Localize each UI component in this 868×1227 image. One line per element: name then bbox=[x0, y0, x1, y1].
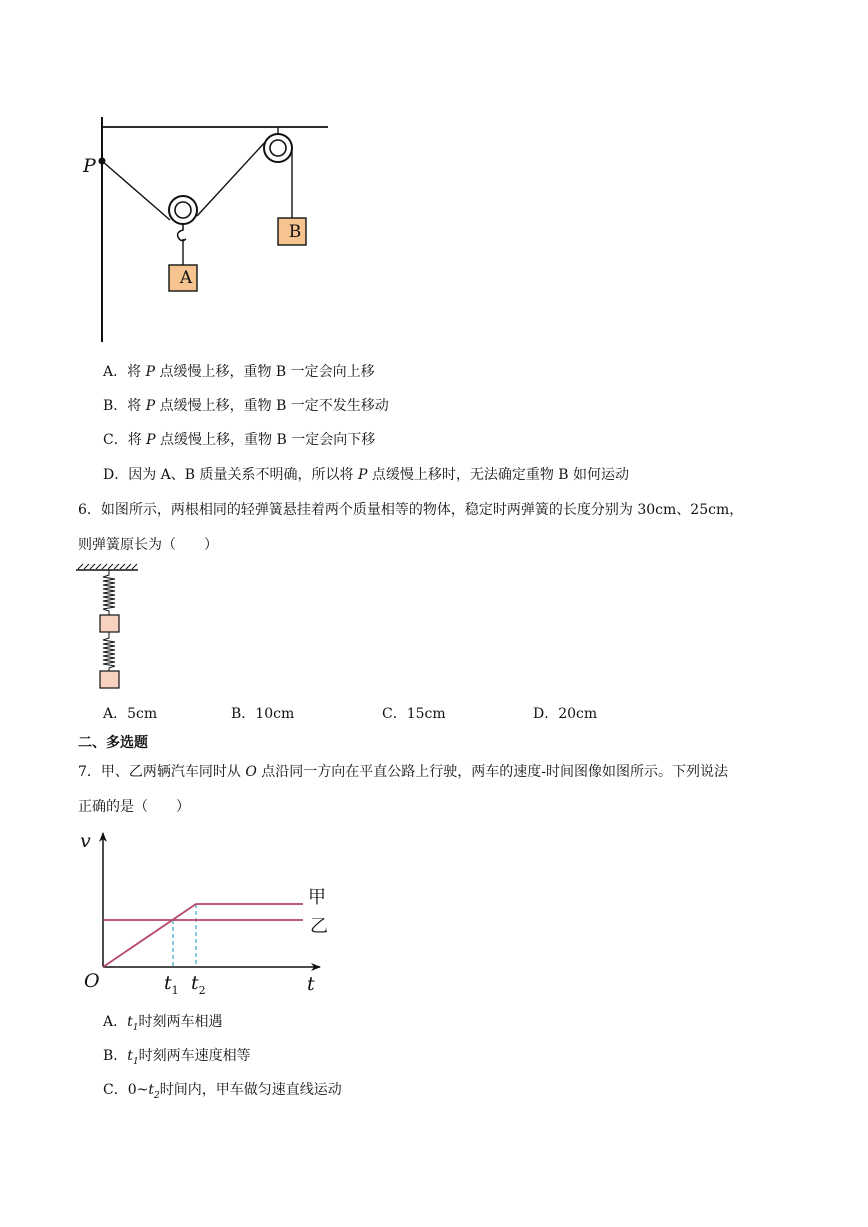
q6-option-c: C．15cm bbox=[382, 706, 446, 722]
label-p: P bbox=[83, 155, 96, 177]
option-text: 时刻两车相遇 bbox=[138, 1014, 223, 1030]
option-text: 点缓慢上移，重物 B 一定会向下移 bbox=[155, 432, 376, 448]
q6-option-d: D．20cm bbox=[533, 706, 598, 722]
q5-option-b bbox=[103, 396, 389, 416]
q6-option-b: B．10cm bbox=[231, 706, 295, 722]
section-heading: 二、多选题 bbox=[78, 735, 148, 751]
chart-origin: O bbox=[84, 970, 100, 992]
option-key: D． bbox=[103, 467, 129, 483]
option-text: 因为 A、B 质量关系不明确，所以将 bbox=[128, 467, 358, 483]
lower-block bbox=[100, 671, 119, 688]
option-text: 0~ bbox=[127, 1082, 149, 1098]
option-key: B． bbox=[103, 1048, 128, 1064]
label-a: A bbox=[179, 268, 193, 288]
option-text: 将 bbox=[127, 398, 146, 414]
option-text: 时间内，甲车做匀速直线运动 bbox=[159, 1082, 342, 1098]
option-var: P bbox=[146, 432, 156, 448]
q6-option-a: A．5cm bbox=[103, 706, 158, 722]
option-key: A． bbox=[103, 1014, 128, 1030]
upper-spring bbox=[103, 570, 115, 615]
q5-option-d bbox=[103, 465, 629, 485]
option-key: C． bbox=[103, 432, 128, 448]
stem-text: 7．甲、乙两辆汽车同时从 bbox=[78, 764, 246, 780]
tick-main: t bbox=[164, 972, 172, 994]
option-text: 将 bbox=[127, 364, 146, 380]
tick-sub: 2 bbox=[198, 983, 206, 997]
chart-ylabel: v bbox=[80, 830, 91, 852]
option-var: t bbox=[148, 1082, 154, 1098]
option-text: 点缓慢上移，重物 B 一定不发生移动 bbox=[155, 398, 389, 414]
q5-option-c bbox=[103, 430, 375, 450]
q7-option-c bbox=[103, 1080, 342, 1106]
x-tick-t1 bbox=[164, 972, 179, 997]
option-text: 将 bbox=[127, 432, 147, 448]
rope-segment bbox=[197, 140, 267, 216]
tick-main: t bbox=[191, 972, 199, 994]
option-text: 点缓慢上移时，无法确定重物 B 如何运动 bbox=[367, 467, 630, 483]
fixed-pulley-inner bbox=[270, 140, 286, 156]
option-sub: 1 bbox=[132, 1022, 139, 1033]
series-label-yi: 乙 bbox=[310, 916, 328, 937]
option-key: C． bbox=[103, 1082, 128, 1098]
q7-stem-line1 bbox=[78, 762, 728, 782]
spring-figure bbox=[70, 560, 150, 695]
q6-stem-line1: 6．如图所示，两根相同的轻弹簧悬挂着两个质量相等的物体，稳定时两弹簧的长度分别为 30cm、25cm， bbox=[78, 502, 744, 518]
q6-stem-line2: 则弹簧原长为（ ） bbox=[78, 537, 218, 553]
tick-sub: 1 bbox=[171, 983, 179, 997]
movable-pulley-inner bbox=[175, 202, 191, 218]
option-key: B． bbox=[103, 398, 128, 414]
q7-stem-line2: 正确的是（ ） bbox=[78, 799, 190, 815]
label-b: B bbox=[288, 222, 302, 242]
q5-option-a bbox=[103, 362, 375, 382]
rope-segment bbox=[102, 161, 170, 220]
option-key: A． bbox=[103, 364, 128, 380]
series-jia-line bbox=[103, 904, 303, 967]
option-var: P bbox=[145, 398, 156, 414]
stem-text: 点沿同一方向在平直公路上行驶，两车的速度-时间图像如图所示。下列说法 bbox=[256, 764, 729, 780]
ceiling-hatch bbox=[78, 564, 137, 569]
q7-option-a bbox=[103, 1012, 223, 1038]
q7-option-b bbox=[103, 1046, 251, 1072]
option-sub: 1 bbox=[132, 1056, 139, 1067]
upper-block bbox=[100, 615, 119, 632]
hook bbox=[178, 224, 186, 241]
option-text: 点缓慢上移，重物 B 一定会向上移 bbox=[155, 364, 375, 380]
option-sub: 2 bbox=[154, 1090, 160, 1101]
option-var: t bbox=[127, 1014, 133, 1030]
stem-var: O bbox=[245, 764, 257, 780]
option-text: 时刻两车速度相等 bbox=[138, 1048, 251, 1064]
series-label-jia: 甲 bbox=[308, 887, 326, 908]
option-var: P bbox=[357, 467, 368, 483]
chart-xlabel: t bbox=[307, 973, 315, 995]
option-var: t bbox=[127, 1048, 133, 1064]
pulley-figure bbox=[70, 112, 350, 347]
option-var: P bbox=[145, 364, 155, 380]
lower-spring bbox=[103, 632, 115, 671]
x-tick-t2 bbox=[191, 972, 206, 997]
